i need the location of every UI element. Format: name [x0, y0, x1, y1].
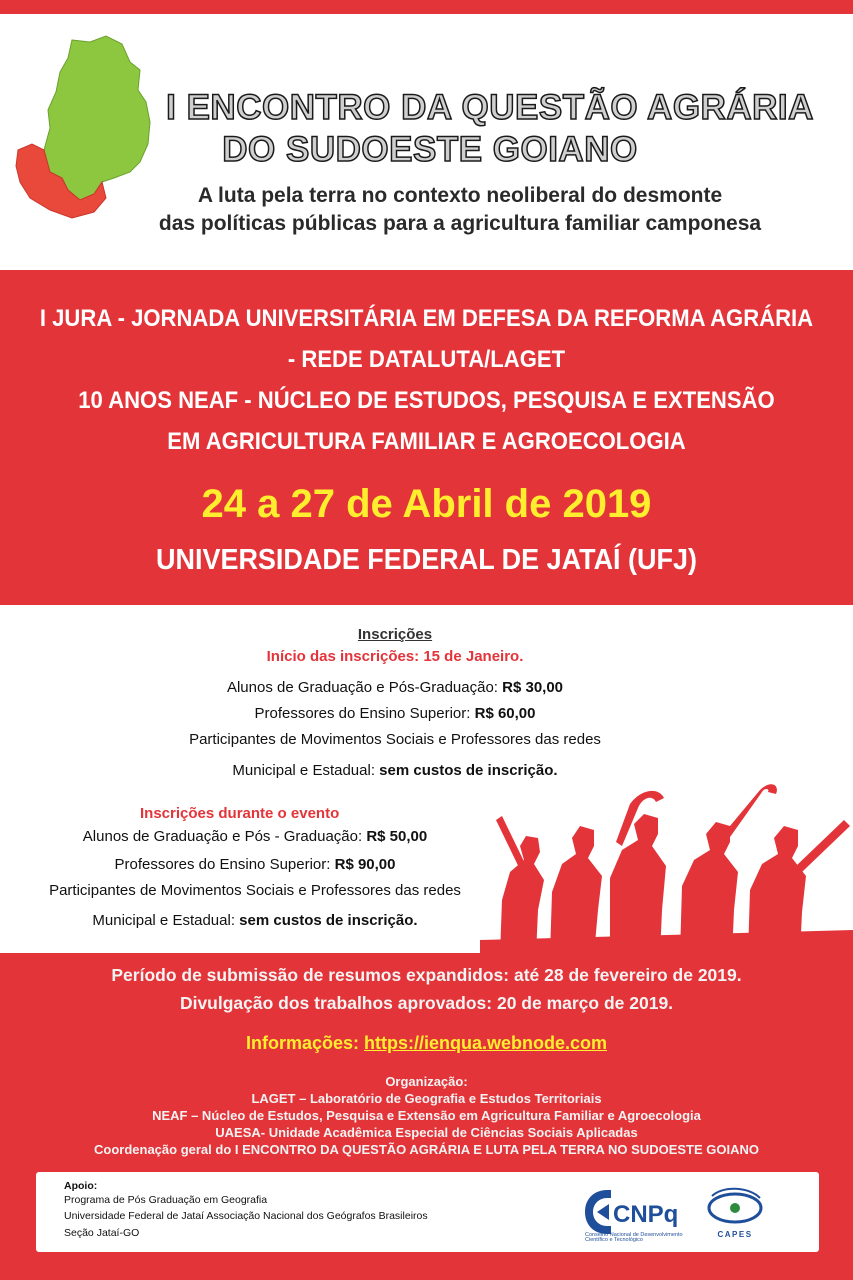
during-students-price: R$ 50,00 [366, 828, 428, 845]
pre-students-line [0, 679, 790, 696]
pre-professors-line [0, 705, 790, 722]
during-professors-line [0, 856, 510, 873]
during-municipal-label: Municipal e Estadual: [92, 912, 240, 929]
cnpq-logo [581, 1186, 696, 1242]
subtitle-line-1: A luta pela terra no contexto neoliberal do desmonte [197, 184, 723, 207]
info-label: Informações: [245, 1033, 364, 1053]
registration-start: Início das inscrições: 15 de Janeiro. [266, 648, 524, 665]
event-date: 24 a 27 de Abril de 2019 [201, 482, 652, 526]
submission-deadline: Período de submissão de resumos expandidos: até 28 de fevereiro de 2019. [111, 965, 742, 985]
cnpq-logo-arrow [597, 1204, 609, 1220]
during-students-label: Alunos de Graduação e Pós - Graduação: [82, 828, 367, 845]
organization-neaf: NEAF – Núcleo de Estudos, Pesquisa e Extensão em Agricultura Familiar e Agroecologia [152, 1108, 701, 1123]
during-municipal-value: sem custos de inscrição. [239, 912, 418, 929]
silhouette-figure-1 [500, 836, 544, 955]
during-heading: Inscrições durante o evento [140, 805, 340, 822]
organization-uaesa: UAESA- Unidade Acadêmica Especial de Ciências Sociais Aplicadas [215, 1125, 638, 1140]
silhouette-figure-3 [610, 814, 666, 955]
organization-coordination: Coordenação geral do I ENCONTRO DA QUESTÃO AGRÁRIA E LUTA PELA TERRA NO SUDOESTE GOIANO [94, 1142, 759, 1157]
pre-municipal-value: sem custos de inscrição. [379, 762, 558, 779]
during-professors-price: R$ 90,00 [334, 856, 396, 873]
subtitle [90, 182, 830, 238]
top-red-band [0, 0, 853, 14]
support-box [36, 1172, 819, 1252]
events-list [34, 298, 819, 462]
support-line-2: Universidade Federal de Jataí Associação Nacional dos Geógrafos Brasileiros [64, 1210, 428, 1222]
subtitle-line-2: das políticas públicas para a agricultura familiar camponesa [158, 212, 762, 235]
pre-municipal-line [0, 762, 790, 779]
during-participants-line: Participantes de Movimentos Sociais e Professores das redes [49, 882, 461, 899]
event-line-3: 10 ANOS NEAF - NÚCLEO DE ESTUDOS, PESQUISA E EXTENSÃO [78, 387, 775, 414]
info-line [0, 1033, 853, 1054]
during-municipal-line [0, 912, 510, 929]
event-line-2: - REDE DATALUTA/LAGET [287, 346, 566, 373]
silhouette-tool-4 [710, 784, 777, 854]
capes-logo-text: CAPES [717, 1230, 753, 1239]
organization-laget: LAGET – Laboratório de Geografia e Estudos Territoriais [251, 1091, 602, 1106]
capes-logo-dot [730, 1203, 740, 1213]
silhouette-figure-2 [550, 826, 602, 955]
registration-heading: Inscrições [357, 626, 433, 643]
during-professors-label: Professores do Ensino Superior: [114, 856, 335, 873]
pre-students-label: Alunos de Graduação e Pós-Graduação: [226, 679, 503, 696]
pre-municipal-label: Municipal e Estadual: [232, 762, 380, 779]
cnpq-caption-1: Conselho Nacional de Desenvolvimento [585, 1232, 683, 1238]
organization-heading: Organização: [385, 1074, 468, 1089]
title-line-2: DO SUDOESTE GOIANO [222, 130, 638, 169]
disclosure-date: Divulgação dos trabalhos aprovados: 20 de março de 2019. [179, 993, 674, 1013]
support-heading: Apoio: [64, 1180, 98, 1192]
pre-professors-label: Professores do Ensino Superior: [254, 705, 475, 722]
capes-logo [704, 1184, 766, 1242]
event-line-1: I JURA - JORNADA UNIVERSITÁRIA EM DEFESA DA REFORMA AGRÁRIA [39, 305, 814, 332]
pre-professors-price: R$ 60,00 [474, 705, 536, 722]
cnpq-caption-2: Científico e Tecnológico [585, 1237, 643, 1242]
pre-participants-line: Participantes de Movimentos Sociais e Professores das redes [189, 731, 601, 748]
event-venue: UNIVERSIDADE FEDERAL DE JATAÍ (UFJ) [156, 544, 697, 576]
cnpq-logo-text: CNPq [613, 1201, 679, 1228]
support-line-1: Programa de Pós Graduação em Geografia [64, 1194, 268, 1206]
pre-students-price: R$ 30,00 [502, 679, 564, 696]
workers-silhouette-illustration [480, 780, 853, 955]
during-students-line [0, 828, 510, 845]
title-line-1: I ENCONTRO DA QUESTÃO AGRÁRIA [166, 88, 814, 127]
support-line-3: Seção Jataí-GO [64, 1227, 140, 1239]
event-line-4: EM AGRICULTURA FAMILIAR E AGROECOLOGIA [167, 428, 686, 455]
info-link[interactable]: https://ienqua.webnode.com [364, 1033, 608, 1053]
silhouette-tool-5 [796, 820, 850, 872]
